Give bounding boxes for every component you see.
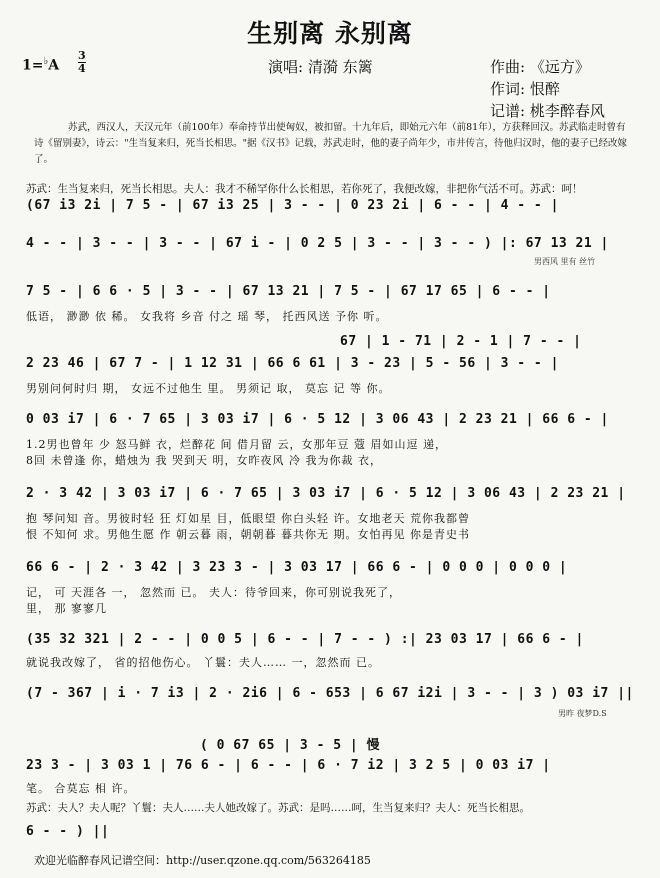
melody-line: 6 - - ) || bbox=[26, 824, 110, 839]
melody-line: 23 3 - | 3 03 1 | 76 6 - | 6 - - | 6 · 7 i2 | 3 2 5 | 0 03 i7 | bbox=[26, 758, 551, 773]
melody-line: 2 23 46 | 67 7 - | 1 12 31 | 66 6 61 | 3 - 23 | 5 - 56 | 3 - - | bbox=[26, 356, 559, 371]
lyric-line: 笔。 合莫忘 相 许。 bbox=[26, 782, 136, 795]
melody-line: 0 03 i7 | 6 · 7 65 | 3 03 i7 | 6 · 5 12 | 3 06 43 | 2 23 21 | 66 6 - | bbox=[26, 412, 609, 427]
composer-credit: 作曲: 《远方》 bbox=[490, 58, 590, 76]
transcriber-credit: 记谱: 桃李醉春风 bbox=[490, 102, 605, 120]
lyric-fragment: 男西风 里有 丝竹 bbox=[534, 257, 596, 266]
melody-line: (35 32 321 | 2 - - | 0 0 5 | 6 - - | 7 - - ) :| 23 03 17 | 66 6 - | bbox=[26, 632, 584, 647]
lyric-line: 里， 那 寥寥几 bbox=[26, 602, 107, 615]
footer-note: 欢迎光临醉春风记谱空间：http://user.qzone.qq.com/563264185 bbox=[34, 854, 371, 867]
melody-overlay-line: ( 0 67 65 | 3 - 5 | 慢 bbox=[200, 738, 381, 753]
intro-paragraph: 苏武，西汉人，天汉元年（前100年）奉命持节出使匈奴，被扣留。十九年后，即始元六年（前81年），方获释回汉。苏武临走时曾有诗《留别妻》，诗云："生当复来归，死当长相思。"据《汉书》记载，苏武走时，他的妻子尚年少，市井传言，待他归汉时，他的妻子已经改嫁了。 bbox=[34, 122, 627, 165]
lyric-line: 抱 琴问知 音。男彼时轻 狂 灯如星 目，低眼望 你白头轻 许。女地老天 荒你我都曾 bbox=[26, 512, 470, 525]
melody-line: 2 · 3 42 | 3 03 i7 | 6 · 7 65 | 3 03 i7 | 6 · 5 12 | 3 06 43 | 2 23 21 | bbox=[26, 486, 626, 501]
melody-overlay-line: 67 | 1 - 71 | 2 - 1 | 7 - - | bbox=[340, 334, 582, 349]
melody-line: (67 i3 2i | 7 5 - | 67 i3 25 | 3 - - | 0 23 2i | 6 - - | 4 - - | bbox=[26, 198, 559, 213]
song-title: 生别离 永别离 bbox=[247, 19, 413, 48]
lyricist-credit: 作词: 恨醉 bbox=[490, 80, 560, 98]
lyric-line: 低语， 渺渺 依 稀。 女我将 乡音 付之 瑶 琴， 托西风送 予你 听。 bbox=[26, 310, 388, 323]
lyric-line: 就说我改嫁了， 省的招他伤心。 丫鬟：夫人…… 一，忽然而 已。 bbox=[26, 656, 380, 669]
lyric-line: 恨 不知何 求。男他生愿 作 朝云暮 雨，朝朝暮 暮共你无 期。女怕再见 你是青史书 bbox=[26, 528, 470, 541]
key-signature: 1=♭A bbox=[22, 56, 60, 74]
lyric-line: 8回 未曾逢 你，蜡烛为 我 哭到天 明，女昨夜风 冷 我为你裁 衣， bbox=[26, 454, 382, 467]
flat-symbol: ♭ bbox=[43, 56, 49, 67]
lyric-line: 记， 可 天涯各 一， 忽然而 已。 夫人：待爷回来，你可别说我死了， bbox=[26, 586, 401, 599]
lyric-line: 男别问何时归 期， 女远不过他生 里。 男须记 取， 莫忘 记 等 你。 bbox=[26, 382, 391, 395]
melody-line: 7 5 - | 6 6 · 5 | 3 - - | 67 13 21 | 7 5 - | 67 17 65 | 6 - - | bbox=[26, 284, 551, 299]
lyric-fragment: 男昨 夜梦D.S bbox=[558, 709, 607, 718]
melody-line: (7 - 367 | i · 7 i3 | 2 · 2i6 | 6 - 653 | 6 67 i2i | 3 - - | 3 ) 03 i7 || bbox=[26, 686, 634, 701]
lyric-line: 1.2男也曾年 少 怒马鲜 衣，烂醉花 间 借月留 云，女那年豆 蔻 眉如山逗 递， bbox=[26, 438, 447, 451]
time-signature: 3 4 bbox=[78, 49, 86, 75]
singers-credit: 演唱: 清漪 东篱 bbox=[268, 58, 373, 76]
melody-line: 4 - - | 3 - - | 3 - - | 67 i - | 0 2 5 | 3 - - | 3 - - ) |: 67 13 21 | bbox=[26, 236, 609, 251]
dialogue-bottom: 苏武：夫人？夫人呢？丫鬟：夫人……夫人她改嫁了。苏武：是吗……呵，生当复来归？夫人：死当长相思。 bbox=[26, 802, 530, 814]
melody-line: 66 6 - | 2 · 3 42 | 3 23 3 - | 3 03 17 | 66 6 - | 0 0 0 | 0 0 0 | bbox=[26, 560, 568, 575]
dialogue-top: 苏武：生当复来归，死当长相思。夫人：我才不稀罕你什么长相思，若你死了，我便改嫁，非把你气活不可。苏武：呵！ bbox=[26, 183, 583, 195]
